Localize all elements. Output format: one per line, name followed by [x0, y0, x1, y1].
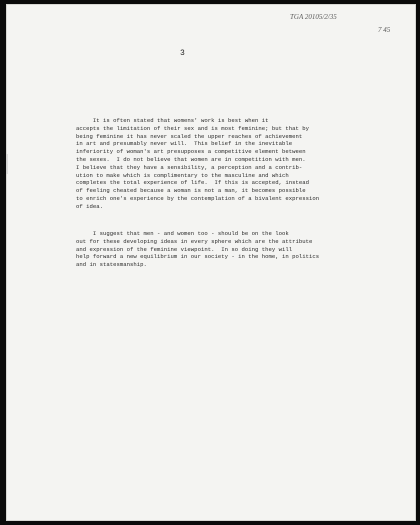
text-line: accepts the limitation of their sex and is most feminine; but that by	[76, 124, 309, 132]
text-line: and expression of the feminine viewpoint. In so doing they will	[76, 245, 293, 253]
text-line: I believe that they have a sensibility, a perception and a contrib-	[76, 163, 303, 171]
text-line: to enrich one's experience by the contemplation of a bivalent expression	[76, 194, 320, 202]
text-line: inferiority of woman's art presupposes a competitive element between	[76, 148, 306, 156]
text-line: I suggest that men - and women too - should be on the look	[76, 230, 289, 237]
paragraph-2	[76, 230, 319, 269]
document-page	[6, 4, 416, 521]
archive-reference: TGA 20105/2/35	[290, 13, 337, 21]
text-line: of feeling cheated because a woman is not a man, it becomes possible	[76, 187, 306, 195]
text-line: out for these developing ideas in every sphere which are the attribute	[76, 237, 313, 245]
text-line: in art and presumably never will. This belief in the inevitable	[76, 140, 293, 148]
text-line: It is often stated that womens' work is best when it	[76, 117, 269, 124]
text-line: being feminine it has never scaled the upper reaches of achievement	[76, 132, 303, 140]
text-line: completes the total experience of life. If this is accepted, instead	[76, 179, 309, 187]
text-line: the sexes. I do not believe that women are in competition with men.	[76, 155, 306, 163]
text-line: ution to make which is complimentary to the masculine and which	[76, 171, 289, 179]
paragraph-1	[76, 117, 319, 211]
text-line: of idea.	[76, 202, 104, 210]
folio-number: 7 45	[378, 26, 391, 34]
text-line: and in statesmanship.	[76, 261, 147, 269]
page-number: 3	[180, 49, 185, 58]
paper-crease-mark	[6, 154, 18, 174]
text-line: help forward a new equilibrium in our society - in the home, in politics	[76, 253, 320, 261]
